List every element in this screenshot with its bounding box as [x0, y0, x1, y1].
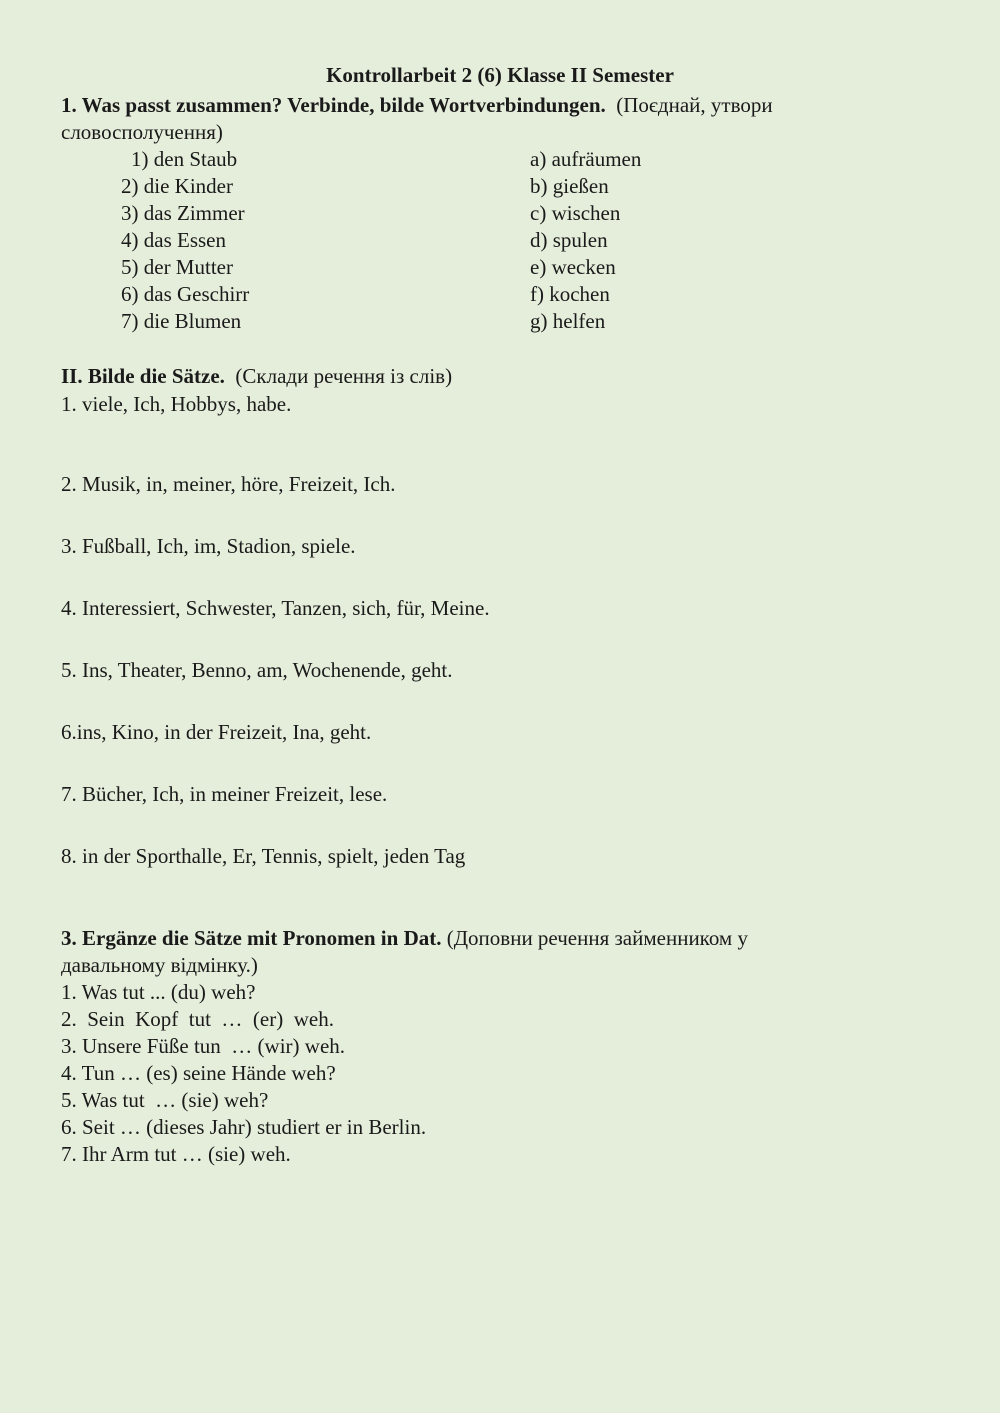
- sentence-item: 5. Ins, Theater, Benno, am, Wochenende, geht.: [61, 658, 453, 682]
- match-left-item: 2) die Kinder: [121, 174, 233, 198]
- match-right-item: g) helfen: [530, 309, 606, 333]
- pronoun-item: 6. Seit … (dieses Jahr) studiert er in Berlin.: [61, 1115, 427, 1139]
- sentence-item: 7. Bücher, Ich, in meiner Freizeit, lese.: [61, 782, 388, 806]
- task3-heading-bold: 3. Ergänze die Sätze mit Pronomen in Dat.: [61, 926, 442, 950]
- sentence-item: 6.ins, Kino, in der Freizeit, Ina, geht.: [61, 720, 372, 744]
- task1-heading-note: (Поєднай, утвори: [616, 93, 773, 117]
- task1-heading: [61, 92, 773, 118]
- match-right-item: a) aufräumen: [530, 147, 642, 171]
- sentence-item: 8. in der Sporthalle, Er, Tennis, spielt, jeden Tag: [61, 844, 466, 868]
- match-left-item: 1) den Staub: [131, 147, 238, 171]
- match-left-item: 7) die Blumen: [121, 309, 242, 333]
- task3-heading-note-cont: давальному відмінку.): [61, 953, 258, 977]
- pronoun-item: 5. Was tut … (sie) weh?: [61, 1088, 269, 1112]
- pronoun-item: 4. Tun … (es) seine Hände weh?: [61, 1061, 336, 1085]
- sentence-item: 4. Interessiert, Schwester, Tanzen, sich, für, Meine.: [61, 596, 490, 620]
- match-right-item: e) wecken: [530, 255, 616, 279]
- page-title: Kontrollarbeit 2 (6) Klasse II Semester: [326, 63, 674, 87]
- pronoun-item: 3. Unsere Füße tun … (wir) weh.: [61, 1034, 346, 1058]
- match-right-item: c) wischen: [530, 201, 621, 225]
- pronoun-item: 2. Sein Kopf tut … (er) weh.: [61, 1007, 334, 1031]
- task2-heading-note: (Склади речення із слів): [235, 364, 453, 388]
- task1-heading-bold: 1. Was passt zusammen? Verbinde, bilde Wortverbindungen.: [61, 93, 606, 117]
- match-left-item: 4) das Essen: [121, 228, 226, 252]
- sentence-item: 3. Fußball, Ich, im, Stadion, spiele.: [61, 534, 356, 558]
- pronoun-item: 1. Was tut ... (du) weh?: [61, 980, 256, 1004]
- sentence-item: 2. Musik, in, meiner, höre, Freizeit, Ich.: [61, 472, 396, 496]
- match-right-item: b) gießen: [530, 174, 609, 198]
- match-left-item: 6) das Geschirr: [121, 282, 250, 306]
- match-left-item: 3) das Zimmer: [121, 201, 245, 225]
- task3-heading-note: (Доповни речення займенником у: [446, 926, 748, 950]
- task2-heading-bold: II. Bilde die Sätze.: [61, 364, 225, 388]
- task3-heading: [61, 925, 748, 951]
- task1-heading-note-cont: словосполучення): [61, 120, 223, 144]
- match-left-item: 5) der Mutter: [121, 255, 233, 279]
- pronoun-item: 7. Ihr Arm tut … (sie) weh.: [61, 1142, 291, 1166]
- task2-heading: [61, 363, 452, 389]
- sentence-item: 1. viele, Ich, Hobbys, habe.: [61, 392, 292, 416]
- match-right-item: f) kochen: [530, 282, 610, 306]
- match-right-item: d) spulen: [530, 228, 608, 252]
